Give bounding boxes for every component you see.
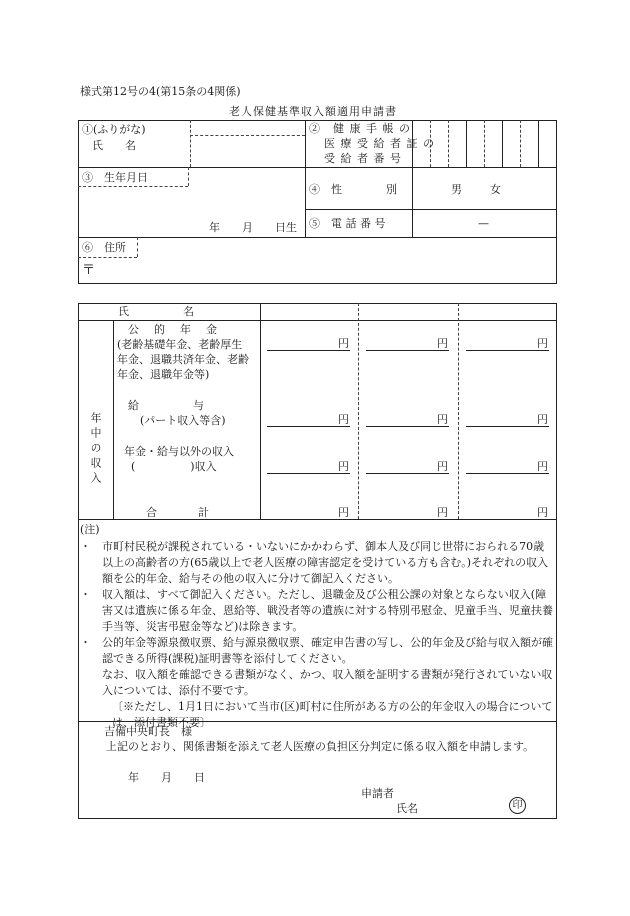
name-field[interactable]: [192, 137, 303, 166]
salary-amount-field[interactable]: [267, 410, 337, 425]
other-amount-field[interactable]: [267, 457, 337, 472]
application-body: 上記のとおり、関係書類を添えて老人医療の負担区分判定に係る収入額を申請します。: [106, 740, 535, 753]
addressee: 吉備中央町長 様: [104, 725, 192, 738]
total-amount-yen: 円: [338, 506, 349, 519]
pension-detail-2: 年金、退職共済年金、老齢: [117, 353, 249, 366]
card-number-label-2: 医 療 受 給 者 証 の: [324, 137, 435, 150]
phone-label: ⑤ 電 話 番 号: [309, 217, 386, 230]
notes-list: [80, 539, 555, 731]
pension-amount-yen: 円: [537, 337, 548, 350]
note-item: ・ 収入額は、すべて御記入ください。ただし、退職金及び公租公課の対象とならない収入(障害又は遺族に係る年金、恩給等、戦没者等の遺族に対する特別弔慰金、児童手当、児童扶養手当等、災害弔慰金等など)は除きます。: [80, 588, 553, 633]
applicant-name-field[interactable]: [425, 799, 505, 815]
income-side-label: 年中の収入: [89, 412, 102, 487]
salary-amount-yen: 円: [437, 413, 448, 426]
applicant-label: 申請者: [361, 787, 394, 800]
note-bracket: 〔※ただし、1月1日において当市(区)町村に住所がある方の公的年金収入の場合については、添付書類不要〕: [112, 700, 553, 729]
total-label: 合 計: [146, 506, 211, 519]
birth-date-units: 年 月 日生: [209, 221, 297, 234]
other-amount-yen: 円: [437, 460, 448, 473]
pension-detail-1: (老齢基礎年金、老齢厚生: [117, 338, 243, 351]
application-date: 年 月 日: [128, 771, 205, 784]
applicant-name-label: 氏名: [396, 802, 418, 815]
bullet-icon: ・: [80, 636, 91, 649]
form-title: 老人保健基準収入額適用申請書: [229, 105, 397, 118]
name-label: 氏 名: [92, 139, 136, 152]
form-number: 様式第12号の4(第15条の4関係): [80, 85, 241, 98]
salary-amount-yen: 円: [338, 413, 349, 426]
other-amount-field[interactable]: [466, 457, 536, 472]
pension-label: 公 的 年 金: [128, 323, 219, 336]
total-amount-yen: 円: [437, 506, 448, 519]
card-number-label-3: 受 給 者 番 号: [324, 152, 402, 165]
furigana-label: ①(ふりがな): [82, 123, 146, 136]
bullet-icon: ・: [80, 540, 91, 553]
note-item: ・ 公的年金等源泉徴収票、給与源泉徴収票、確定申告書の写し、公的年金及び給与収入額が確認できる所得(課税)証明書等を添付してください。: [80, 636, 553, 665]
salary-amount-field[interactable]: [466, 410, 536, 425]
other-amount-yen: 円: [338, 460, 349, 473]
postal-mark: 〒: [82, 263, 96, 278]
income-name-header: 氏 名: [118, 305, 196, 318]
birth-date-field[interactable]: [80, 188, 303, 235]
salary-detail: (パート収入等含): [140, 414, 226, 427]
pension-detail-3: 年金、退職年金等): [117, 368, 210, 381]
phone-field[interactable]: [414, 211, 555, 235]
card-number-field[interactable]: [413, 121, 556, 166]
total-amount-field[interactable]: [466, 503, 536, 518]
salary-amount-yen: 円: [537, 413, 548, 426]
notes-heading: (注): [80, 523, 100, 536]
note-paragraph: なお、収入額を確認できる書類がなく、かつ、収入額を証明する書類が発行されていない収入については、添付不要です。: [102, 668, 553, 697]
pension-amount-yen: 円: [338, 337, 349, 350]
address-field[interactable]: [100, 259, 555, 283]
note-item: ・ 市町村民税が課税されている・いないにかかわらず、御本人及び同じ世帯におられる70歳以上の高齢者の方(65歳以上で老人医療の障害認定を受けている方も含む。)それぞれの収入額を公的年金、給与その他の収入に分けて御記入ください。: [80, 540, 549, 585]
birth-label: ③ 生年月日: [82, 171, 148, 184]
total-amount-field[interactable]: [267, 503, 337, 518]
sex-options[interactable]: 男 女: [451, 183, 503, 196]
pension-amount-field[interactable]: [466, 334, 536, 349]
salary-amount-field[interactable]: [366, 410, 436, 425]
phone-dash: —: [478, 217, 489, 230]
other-amount-yen: 円: [537, 460, 548, 473]
pension-amount-field[interactable]: [366, 334, 436, 349]
other-amount-field[interactable]: [366, 457, 436, 472]
seal-icon: 印: [509, 797, 526, 814]
bullet-icon: ・: [80, 588, 91, 601]
pension-amount-yen: 円: [437, 337, 448, 350]
total-amount-yen: 円: [537, 506, 548, 519]
address-label: ⑥ 住所: [82, 241, 126, 254]
card-number-label-1: ② 健 康 手 帳 の: [309, 122, 411, 135]
sex-label: ④ 性 別: [309, 183, 397, 196]
other-income-detail: ( )収入: [131, 460, 217, 473]
furigana-field[interactable]: [192, 121, 303, 134]
total-amount-field[interactable]: [366, 503, 436, 518]
pension-amount-field[interactable]: [267, 334, 337, 349]
other-income-label: 年金・給与以外の収入: [124, 445, 234, 458]
salary-label: 給 与: [128, 399, 206, 412]
